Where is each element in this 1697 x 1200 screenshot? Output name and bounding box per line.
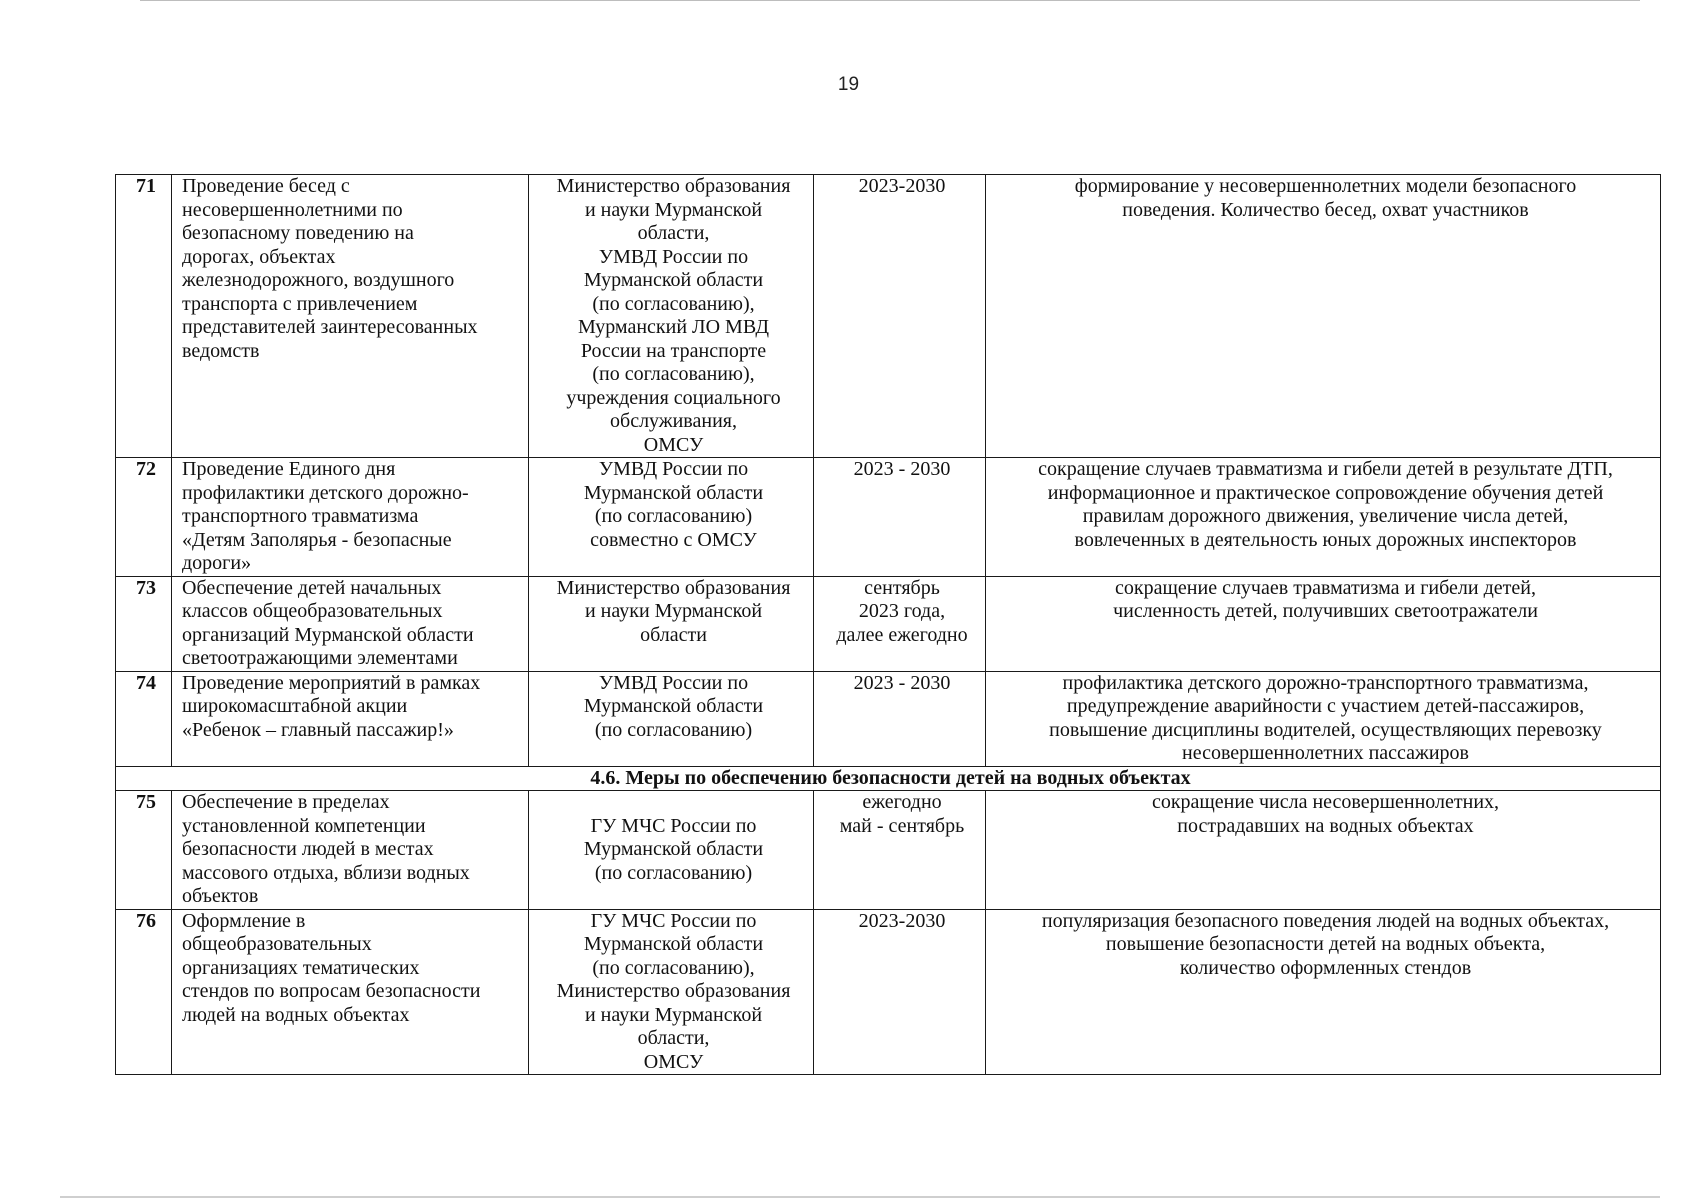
term-cell bbox=[814, 671, 986, 766]
section-row bbox=[116, 766, 1661, 791]
term-text: 2023-2030 bbox=[858, 175, 946, 197]
table-row bbox=[116, 909, 1661, 1075]
term-cell bbox=[814, 909, 986, 1075]
result-cell bbox=[986, 576, 1661, 671]
result-cell bbox=[986, 175, 1661, 458]
term-text: ежегодно май - сентябрь bbox=[839, 791, 965, 837]
activity-cell bbox=[172, 791, 529, 910]
executor-text: УМВД России по Мурманской области (по согласованию) bbox=[583, 671, 764, 741]
activity-text: Проведение Единого дня профилактики детского дорожно- транспортного травматизма «Детям Заполярья - безопасные дороги» bbox=[182, 458, 469, 574]
table-row bbox=[116, 791, 1661, 910]
executor-text: ГУ МЧС России по Мурманской области (по согласованию), Министерство образования и науки Мурманской области, ОМСУ bbox=[556, 909, 791, 1073]
executor-text: ГУ МЧС России по Мурманской области (по согласованию) bbox=[583, 814, 764, 884]
result-text: сокращение случаев травматизма и гибели детей, численность детей, получивших светоотражатели bbox=[1113, 576, 1538, 622]
section-heading: 4.6. Меры по обеспечению безопасности детей на водных объектах bbox=[116, 766, 1661, 791]
activity-cell bbox=[172, 671, 529, 766]
activity-cell bbox=[172, 576, 529, 671]
term-text: 2023-2030 bbox=[858, 909, 946, 932]
executor-text: Министерство образования и науки Мурманской области bbox=[556, 576, 791, 646]
row-number: 72 bbox=[116, 458, 172, 577]
executor-cell bbox=[529, 175, 814, 458]
executor-cell bbox=[529, 458, 814, 577]
term-cell bbox=[814, 175, 986, 458]
term-cell bbox=[814, 576, 986, 671]
term-text: сентябрь 2023 года, далее ежегодно bbox=[836, 576, 968, 646]
table-row bbox=[116, 175, 1661, 458]
result-text: профилактика детского дорожно-транспортного травматизма, предупреждение аварийности с участием детей-пассажиров, повышение дисциплины водителей, осуществляющих перевозку несовершеннолетних пассажиров bbox=[1049, 671, 1602, 764]
table-row bbox=[116, 458, 1661, 577]
activity-text: Оформление в общеобразовательных организациях тематических стендов по вопросам безопасности людей на водных объектах bbox=[182, 909, 481, 1026]
scan-top-edge bbox=[140, 0, 1640, 1]
result-text: сокращение числа несовершеннолетних, пострадавших на водных объектах bbox=[1151, 791, 1500, 837]
result-cell bbox=[986, 909, 1661, 1075]
term-text: 2023 - 2030 bbox=[853, 458, 951, 480]
term-cell bbox=[814, 458, 986, 577]
term-text: 2023 - 2030 bbox=[853, 671, 951, 694]
result-text: сокращение случаев травматизма и гибели детей в результате ДТП, информационное и практическое сопровождение обучения детей правилам дорожного движения, увеличение числа детей, вовлеченных в деятельность юных дорожных инспекторов bbox=[1038, 458, 1613, 551]
executor-cell bbox=[529, 791, 814, 910]
executor-cell bbox=[529, 909, 814, 1075]
page-number: 19 bbox=[837, 74, 860, 95]
result-text: популяризация безопасного поведения людей на водных объектах, повышение безопасности детей на водных объекта, количество оформленных стендов bbox=[1041, 909, 1610, 979]
table-row bbox=[116, 671, 1661, 766]
table-row bbox=[116, 576, 1661, 671]
row-number: 73 bbox=[116, 576, 172, 671]
executor-text: Министерство образования и науки Мурманской области, УМВД России по Мурманской области (по согласованию), Мурманский ЛО МВД России на транспорте (по согласованию), учреждения социального обслуживания, ОМСУ bbox=[556, 175, 791, 456]
measures-table bbox=[115, 174, 1661, 1075]
scan-bottom-edge bbox=[60, 1196, 1660, 1198]
row-number: 75 bbox=[116, 791, 172, 910]
executor-text: УМВД России по Мурманской области (по согласованию) совместно с ОМСУ bbox=[583, 458, 764, 551]
executor-cell bbox=[529, 671, 814, 766]
row-number: 71 bbox=[116, 175, 172, 458]
activity-text: Проведение бесед с несовершеннолетними по безопасному поведению на дорогах, объектах железнодорожного, воздушного транспорта с привлечением представителей заинтересованных ведомств bbox=[182, 175, 478, 362]
executor-cell bbox=[529, 576, 814, 671]
row-number: 74 bbox=[116, 671, 172, 766]
activity-text: Обеспечение детей начальных классов общеобразовательных организаций Мурманской области светоотражающими элементами bbox=[182, 576, 474, 669]
row-number: 76 bbox=[116, 909, 172, 1075]
activity-text: Обеспечение в пределах установленной компетенции безопасности людей в местах массового отдыха, вблизи водных объектов bbox=[182, 791, 470, 907]
result-cell bbox=[986, 791, 1661, 910]
term-cell bbox=[814, 791, 986, 910]
activity-cell bbox=[172, 909, 529, 1075]
result-text: формирование у несовершеннолетних модели безопасного поведения. Количество бесед, охват участников bbox=[1074, 175, 1577, 221]
activity-cell bbox=[172, 175, 529, 458]
activity-cell bbox=[172, 458, 529, 577]
activity-text: Проведение мероприятий в рамках широкомасштабной акции «Ребенок – главный пассажир!» bbox=[182, 671, 481, 741]
result-cell bbox=[986, 458, 1661, 577]
result-cell bbox=[986, 671, 1661, 766]
